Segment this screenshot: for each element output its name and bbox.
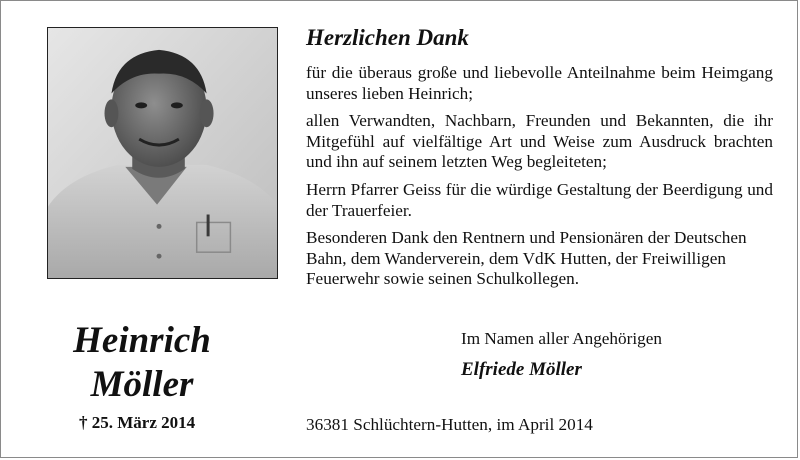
deceased-last-name: Möller: [90, 364, 194, 405]
paragraph-intro: für die überaus große und liebevolle Anteilnahme beim Heimgang unseres lieben Heinrich;: [306, 63, 773, 103]
paragraph-special-thanks: Besonderen Dank den Rentnern und Pensionären der Deutschen Bahn, dem Wanderverein, dem VdK Hutten, der Freiwilligen Feuerwehr sowie seinen Schulkollegen.: [306, 228, 747, 289]
portrait-photo: [47, 27, 278, 279]
place-date: 36381 Schlüchtern-Hutten, im April 2014: [306, 415, 593, 434]
thank-you-text: [306, 63, 773, 297]
signer-name: Elfriede Möller: [461, 359, 582, 380]
thank-you-heading: Herzlichen Dank: [306, 25, 469, 50]
paragraph-relatives: allen Verwandten, Nachbarn, Freunden und Bekannten, die ihr Mitgefühl auf vielfältige Art und Weise zum Ausdruck brachten und ihn auf seinem letzten Weg begleiteten;: [306, 111, 773, 172]
deceased-first-name: Heinrich: [73, 320, 211, 361]
signoff-line: Im Namen aller Angehörigen: [461, 329, 662, 348]
paragraph-pastor: Herrn Pfarrer Geiss für die würdige Gestaltung der Beerdigung und der Trauerfeier.: [306, 179, 773, 220]
portrait-illustration: [48, 28, 277, 278]
death-date: † 25. März 2014: [79, 413, 196, 432]
